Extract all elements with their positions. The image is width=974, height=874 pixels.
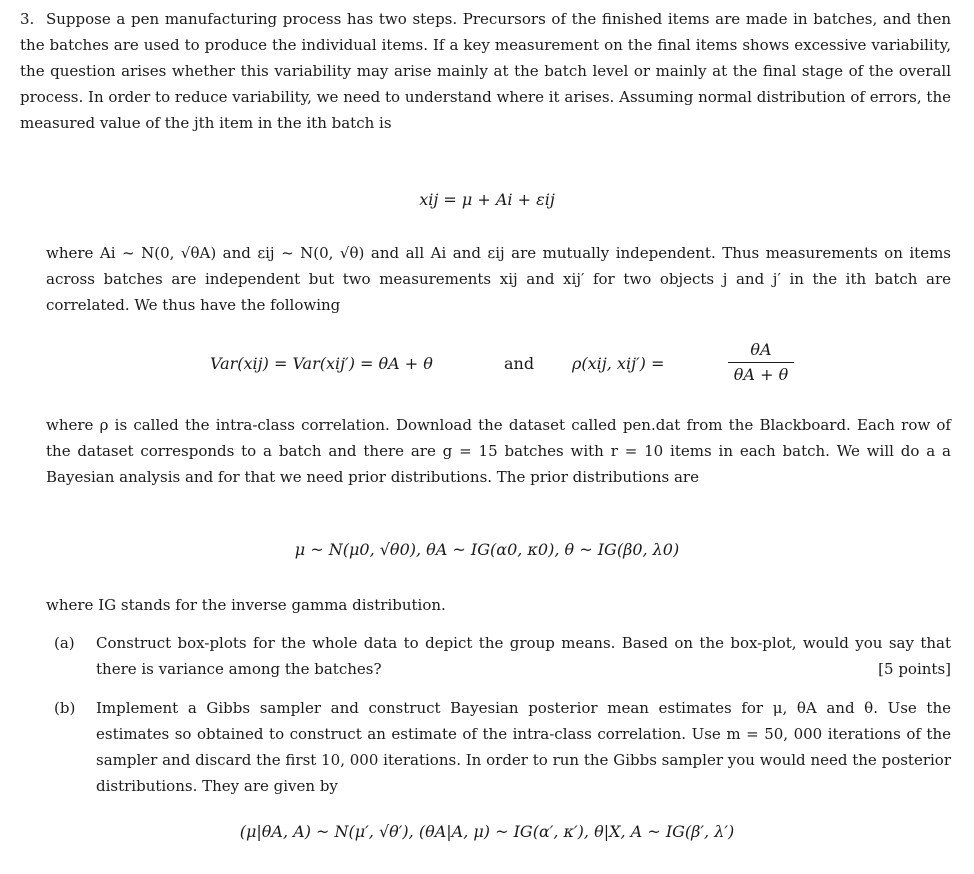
part-a: [54, 630, 951, 682]
part-a-label: (a): [54, 634, 75, 652]
eq-var: Var(xij) = Var(xij′) = θA + θ: [210, 354, 433, 373]
part-b-label: (b): [54, 699, 76, 717]
part-a-points: [5 points]: [878, 660, 951, 678]
equation-priors: μ ~ N(μ0, √θ0), θA ~ IG(α0, κ0), θ ~ IG(β0, λ0): [294, 540, 680, 559]
part-a-text: Construct box-plots for the whole data to depict the group means. Based on the box-plot, would you say that there is variance among the batches?: [96, 634, 951, 678]
eq-numerator: θA: [750, 340, 772, 359]
paragraph-dataset: where ρ is called the intra-class correlation. Download the dataset called pen.dat from the Blackboard. Each row of the dataset corresponds to a batch and there are g = 15 batches with r = 10 items in each batch. We will do a a Bayesian analysis and for that we need prior distributions. The prior distributions are: [46, 416, 951, 486]
eq-and: and: [504, 354, 535, 373]
question-intro: 3. Suppose a pen manufacturing process has two steps. Precursors of the finished items are made in batches, and then the batches are used to produce the individual items. If a key measurement on the final items shows excessive variability, the question arises whether this variability may arise mainly at the batch level or mainly at the final stage of the overall process. In order to reduce variability, we need to understand where it arises. Assuming normal distribution of errors, the measured value of the jth item in the ith batch is: [20, 6, 951, 136]
paragraph-independence: where Ai ~ N(0, √θA) and εij ~ N(0, √θ) and all Ai and εij are mutually independent. Thus measurements on items across batches are independent but two measurements xij and xij′ for two objects j and j′ in the ith batch are correlated. We thus have the following: [46, 244, 951, 314]
equation-posteriors: (μ|θA, A) ~ N(μ′, √θ′), (θA|A, μ) ~ IG(α′, κ′), θ|X, A ~ IG(β′, λ′): [239, 822, 735, 841]
equation-variance-correlation: [0, 338, 974, 394]
question-number: 3.: [20, 10, 35, 28]
part-b-text: Implement a Gibbs sampler and construct Bayesian posterior mean estimates for μ, θA and θ. Use the estimates so obtained to construct an estimate of the intra-class correlation. Use m = 50, 000 iterations of the sampler and discard the first 10, 000 iterations. In order to run the Gibbs sampler you would need the posterior distributions. They are given by: [96, 699, 951, 795]
part-b: [54, 695, 951, 799]
eq-denominator: θA + θ: [733, 365, 789, 384]
eq-rho: ρ(xij, xij′) =: [572, 354, 665, 373]
equation-model: xij = μ + Ai + εij: [419, 190, 555, 209]
paragraph-ig: where IG stands for the inverse gamma distribution.: [46, 596, 446, 614]
eq-fraction: [728, 338, 794, 387]
